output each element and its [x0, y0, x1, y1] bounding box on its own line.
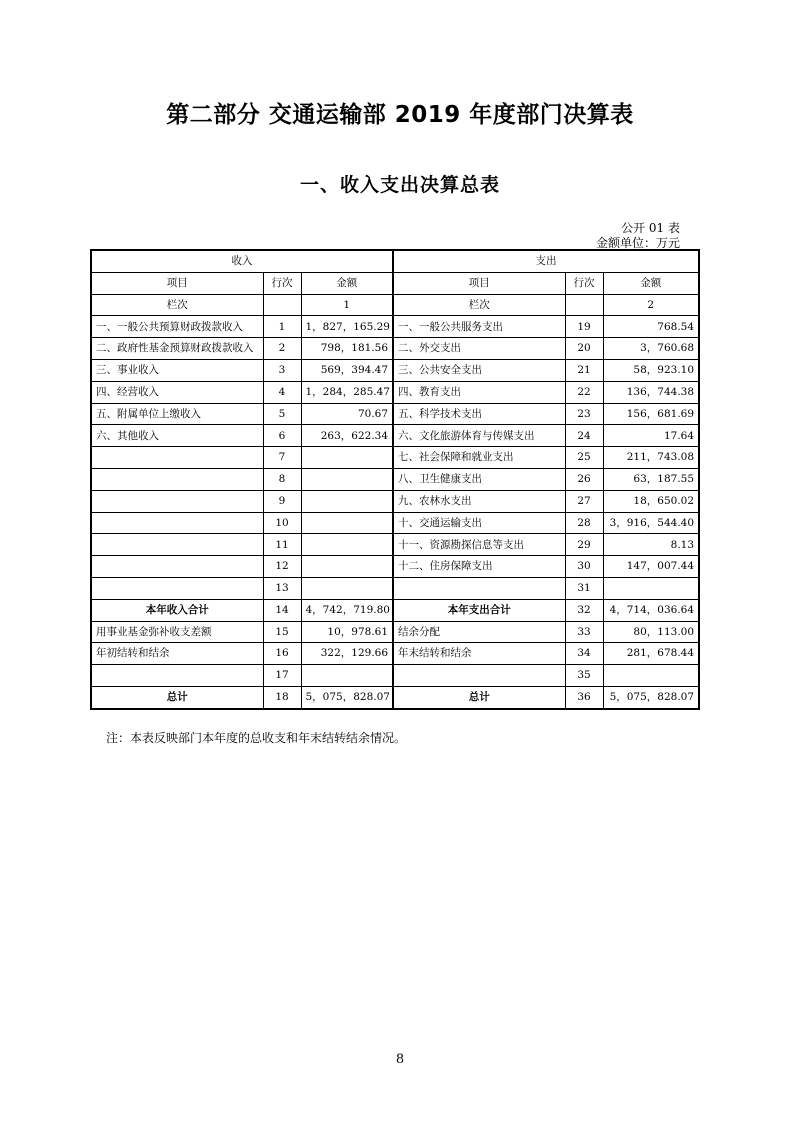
- table-row: [91, 621, 699, 643]
- expense-line-header: 行次: [565, 272, 603, 294]
- income-amount-header: 金额: [301, 272, 393, 294]
- income-amount-cell: [301, 512, 393, 534]
- income-header: 收入: [91, 250, 393, 272]
- income-amount-cell: [301, 490, 393, 512]
- income-item-cell: 三、事业收入: [91, 359, 263, 381]
- table-row: [91, 665, 699, 687]
- expense-amount-cell: 17.64: [603, 425, 699, 447]
- income-column-label: 栏次: [91, 294, 263, 316]
- income-item-cell: 二、政府性基金预算财政拨款收入: [91, 338, 263, 360]
- table-note: 注：本表反映部门本年度的总收支和年末结转结余情况。: [106, 731, 407, 745]
- table-header-row-column-index: [91, 294, 699, 316]
- income-amount-cell: 569，394.47: [301, 359, 393, 381]
- expense-line-cell: 29: [565, 534, 603, 556]
- table-header-row-columns: [91, 272, 699, 294]
- expense-item-cell: 年末结转和结余: [393, 643, 565, 665]
- table-row: [91, 316, 699, 338]
- expense-amount-cell: 3，916，544.40: [603, 512, 699, 534]
- income-line-cell: 3: [263, 359, 301, 381]
- income-line-cell: 17: [263, 665, 301, 687]
- expense-amount-cell: 211，743.08: [603, 447, 699, 469]
- income-line-cell: 18: [263, 686, 301, 708]
- amount-unit: 金额单位：万元: [595, 236, 680, 250]
- income-line-cell: 6: [263, 425, 301, 447]
- income-line-cell: 10: [263, 512, 301, 534]
- expense-item-cell: 七、社会保障和就业支出: [393, 447, 565, 469]
- expense-amount-cell: 281，678.44: [603, 643, 699, 665]
- table-row: [91, 534, 699, 556]
- income-amount-cell: [301, 447, 393, 469]
- income-line-cell: 9: [263, 490, 301, 512]
- expense-amount-cell: 4，714，036.64: [603, 599, 699, 621]
- income-line-cell: 5: [263, 403, 301, 425]
- expense-item-cell: 十一、资源勘探信息等支出: [393, 534, 565, 556]
- expense-item-cell: 十、交通运输支出: [393, 512, 565, 534]
- table-row: [91, 599, 699, 621]
- expense-item-cell: 六、文化旅游体育与传媒支出: [393, 425, 565, 447]
- income-item-header: 项目: [91, 272, 263, 294]
- income-item-cell: [91, 490, 263, 512]
- income-item-cell: [91, 468, 263, 490]
- income-item-cell: [91, 534, 263, 556]
- expense-amount-header: 金额: [603, 272, 699, 294]
- income-item-cell: 一、一般公共预算财政拨款收入: [91, 316, 263, 338]
- income-line-cell: 12: [263, 556, 301, 578]
- income-amount-cell: 4，742，719.80: [301, 599, 393, 621]
- income-column-number: 1: [301, 294, 393, 316]
- expense-column-number: 2: [603, 294, 699, 316]
- income-amount-cell: 70.67: [301, 403, 393, 425]
- expense-item-cell: 五、科学技术支出: [393, 403, 565, 425]
- table-row: [91, 381, 699, 403]
- expense-amount-cell: 147，007.44: [603, 556, 699, 578]
- income-amount-cell: 10，978.61: [301, 621, 393, 643]
- expense-line-cell: 23: [565, 403, 603, 425]
- expense-line-cell: 28: [565, 512, 603, 534]
- income-amount-cell: 798，181.56: [301, 338, 393, 360]
- expense-column-label: 栏次: [393, 294, 565, 316]
- expense-item-cell: 结余分配: [393, 621, 565, 643]
- expense-amount-cell: [603, 665, 699, 687]
- expense-item-cell: [393, 665, 565, 687]
- income-line-cell: 7: [263, 447, 301, 469]
- income-amount-cell: 263，622.34: [301, 425, 393, 447]
- expense-line-cell: 22: [565, 381, 603, 403]
- expense-item-cell: 三、公共安全支出: [393, 359, 565, 381]
- expense-line-cell: 21: [565, 359, 603, 381]
- table-row: [91, 403, 699, 425]
- table-row: [91, 359, 699, 381]
- income-line-cell: 4: [263, 381, 301, 403]
- table-row: [91, 425, 699, 447]
- income-line-cell: 15: [263, 621, 301, 643]
- income-amount-cell: 1，284，285.47: [301, 381, 393, 403]
- page-title: 第二部分 交通运输部 2019 年度部门决算表: [166, 102, 634, 128]
- table-row: [91, 468, 699, 490]
- income-item-cell: [91, 577, 263, 599]
- income-item-cell: [91, 665, 263, 687]
- income-amount-cell: 322，129.66: [301, 643, 393, 665]
- expense-line-cell: 30: [565, 556, 603, 578]
- expense-amount-cell: 136，744.38: [603, 381, 699, 403]
- income-item-cell: [91, 512, 263, 534]
- expense-line-cell: 33: [565, 621, 603, 643]
- table-row: [91, 512, 699, 534]
- expense-item-cell: 十二、住房保障支出: [393, 556, 565, 578]
- income-item-cell: 年初结转和结余: [91, 643, 263, 665]
- expense-line-cell: 24: [565, 425, 603, 447]
- expense-item-cell: 九、农林水支出: [393, 490, 565, 512]
- income-line-blank: [263, 294, 301, 316]
- expense-item-header: 项目: [393, 272, 565, 294]
- income-item-cell: [91, 447, 263, 469]
- income-amount-cell: [301, 534, 393, 556]
- expense-line-cell: 34: [565, 643, 603, 665]
- table-row: [91, 338, 699, 360]
- expense-item-cell: 八、卫生健康支出: [393, 468, 565, 490]
- expense-amount-cell: 156，681.69: [603, 403, 699, 425]
- expense-line-cell: 20: [565, 338, 603, 360]
- expense-amount-cell: 8.13: [603, 534, 699, 556]
- income-amount-cell: [301, 665, 393, 687]
- income-amount-cell: [301, 556, 393, 578]
- expense-item-cell: 一、一般公共服务支出: [393, 316, 565, 338]
- income-amount-cell: [301, 468, 393, 490]
- income-line-cell: 1: [263, 316, 301, 338]
- expense-item-cell: 四、教育支出: [393, 381, 565, 403]
- table-code: 公开 01 表: [621, 221, 680, 235]
- expense-line-cell: 32: [565, 599, 603, 621]
- section-title: 一、收入支出决算总表: [299, 174, 500, 196]
- income-item-cell: 六、其他收入: [91, 425, 263, 447]
- income-item-cell: 四、经营收入: [91, 381, 263, 403]
- expense-amount-cell: 3，760.68: [603, 338, 699, 360]
- table-header-row-group: [91, 250, 699, 272]
- income-item-cell: 本年收入合计: [91, 599, 263, 621]
- expense-line-blank: [565, 294, 603, 316]
- table-row: [91, 556, 699, 578]
- table-row: [91, 577, 699, 599]
- income-line-cell: 2: [263, 338, 301, 360]
- expense-line-cell: 36: [565, 686, 603, 708]
- income-line-cell: 11: [263, 534, 301, 556]
- income-item-cell: 五、附属单位上缴收入: [91, 403, 263, 425]
- income-line-header: 行次: [263, 272, 301, 294]
- income-amount-cell: 1，827，165.29: [301, 316, 393, 338]
- expense-amount-cell: 5，075，828.07: [603, 686, 699, 708]
- table-row: [91, 686, 699, 708]
- table-row: [91, 447, 699, 469]
- expense-amount-cell: [603, 577, 699, 599]
- expense-item-cell: [393, 577, 565, 599]
- expense-amount-cell: 63，187.55: [603, 468, 699, 490]
- expense-item-cell: 总计: [393, 686, 565, 708]
- expense-header: 支出: [393, 250, 699, 272]
- expense-amount-cell: 768.54: [603, 316, 699, 338]
- income-line-cell: 13: [263, 577, 301, 599]
- expense-line-cell: 31: [565, 577, 603, 599]
- page-number: 8: [395, 1052, 405, 1067]
- income-item-cell: 用事业基金弥补收支差额: [91, 621, 263, 643]
- expense-line-cell: 26: [565, 468, 603, 490]
- table-row: [91, 643, 699, 665]
- expense-line-cell: 25: [565, 447, 603, 469]
- income-expense-table: [90, 249, 700, 710]
- income-item-cell: 总计: [91, 686, 263, 708]
- expense-item-cell: 二、外交支出: [393, 338, 565, 360]
- expense-amount-cell: 18，650.02: [603, 490, 699, 512]
- income-amount-cell: 5，075，828.07: [301, 686, 393, 708]
- income-line-cell: 14: [263, 599, 301, 621]
- expense-line-cell: 27: [565, 490, 603, 512]
- expense-amount-cell: 80，113.00: [603, 621, 699, 643]
- expense-item-cell: 本年支出合计: [393, 599, 565, 621]
- income-amount-cell: [301, 577, 393, 599]
- income-line-cell: 8: [263, 468, 301, 490]
- income-item-cell: [91, 556, 263, 578]
- income-line-cell: 16: [263, 643, 301, 665]
- expense-amount-cell: 58，923.10: [603, 359, 699, 381]
- expense-line-cell: 19: [565, 316, 603, 338]
- table-row: [91, 490, 699, 512]
- expense-line-cell: 35: [565, 665, 603, 687]
